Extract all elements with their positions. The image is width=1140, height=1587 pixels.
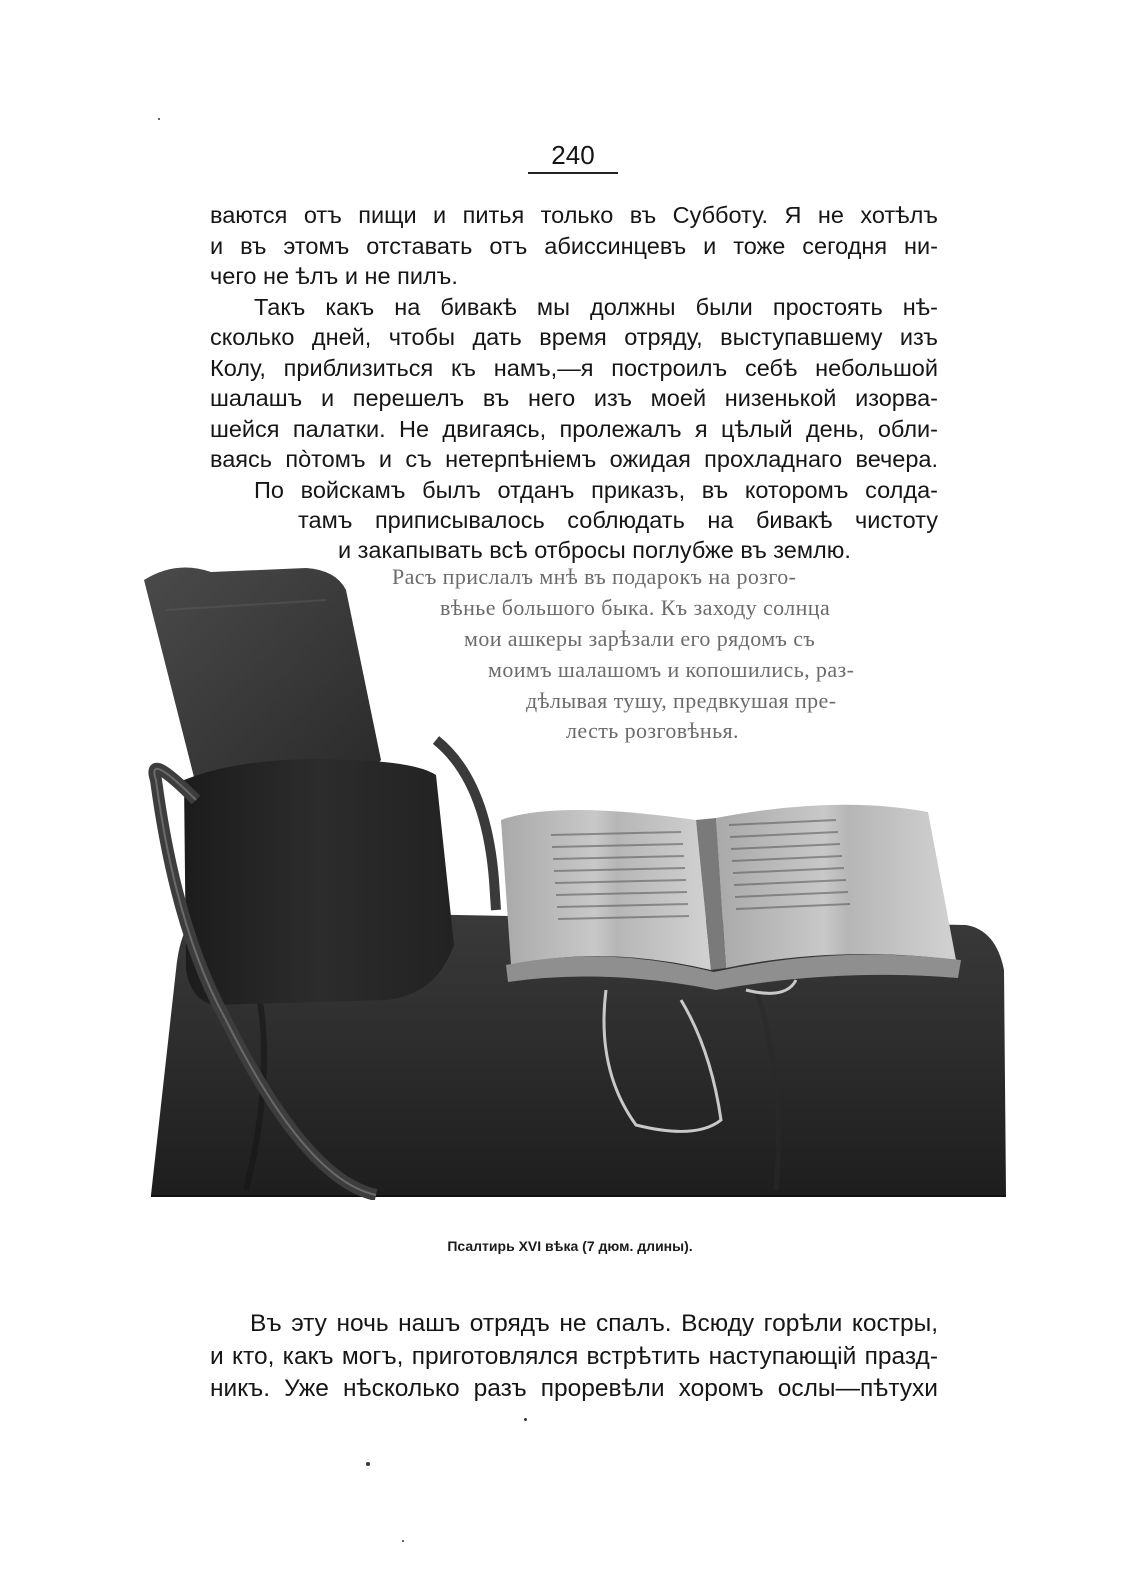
figure-caption: Псалтирь XVI вѣка (7 дюм. длины). [447, 1238, 693, 1254]
text-line: ваются отъ пищи и питья только въ Субботу. Я не хотѣлъ [210, 202, 938, 228]
text-line: сколько дней, чтобы дать время отряду, выступавшему изъ [210, 324, 938, 350]
text-line: чего не ѣлъ и не пилъ. [210, 263, 458, 289]
scan-speck [158, 118, 160, 120]
text-line: и закапывать всѣ отбросы поглубже въ землю. [338, 537, 851, 563]
text-line: Колу, приблизиться къ намъ,—я построилъ себѣ небольшой [210, 354, 938, 381]
scan-speck [524, 1418, 527, 1421]
faded-line: мои ашкеры зарѣзали его рядомъ съ [464, 626, 816, 651]
faded-line: моимъ шалашомъ и копошились, раз- [488, 657, 855, 682]
faded-line: Расъ прислалъ мнѣ въ подарокъ на розго- [392, 564, 797, 589]
page-number-rule [528, 172, 618, 174]
text-line: никъ. Уже нѣсколько разъ проревѣли хоромъ ослы—пѣтухи [210, 1375, 938, 1402]
page-number: 240 [551, 140, 595, 170]
scan-speck [402, 1540, 404, 1542]
wrap-line-1 [254, 475, 938, 506]
paragraph-2 [210, 292, 938, 475]
text-line: тамъ приписывалось соблюдать на бивакѣ чистоту [298, 507, 938, 533]
faded-line: лесть розговѣнья. [566, 718, 739, 743]
text-line: ваясь пòтомъ и съ нетерпѣніемъ ожидая прохладнаго вечера. [210, 446, 938, 472]
faded-line: вѣнье большого быка. Къ заходу солнца [440, 595, 831, 620]
text-line: шалашъ и перешелъ въ него изъ моей низенькой изорва- [210, 385, 938, 411]
text-line: Такъ какъ на бивакѣ мы должны были простоять нѣ- [254, 293, 938, 320]
text-line: Въ эту ночь нашъ отрядъ не спалъ. Всюду горѣли костры, [250, 1310, 938, 1337]
text-line: и кто, какъ могъ, приготовлялся встрѣтить наступающій празд- [210, 1342, 938, 1370]
paragraph-1 [210, 200, 938, 292]
scan-speck [366, 1462, 370, 1466]
text-line: По войскамъ былъ отданъ приказъ, въ которомъ солда- [254, 477, 938, 503]
faded-line: дѣлывая тушу, предвкушая пре- [526, 688, 837, 713]
body-text-top [210, 200, 938, 475]
text-line: шейся палатки. Не двигаясь, пролежалъ я цѣлый день, обли- [210, 415, 938, 442]
text-line: и въ этомъ отставать отъ абиссинцевъ и тоже сегодня ни- [210, 232, 938, 259]
body-text-bottom [210, 1308, 938, 1406]
wrap-line-2 [298, 505, 938, 536]
paragraph-3 [210, 1308, 938, 1406]
